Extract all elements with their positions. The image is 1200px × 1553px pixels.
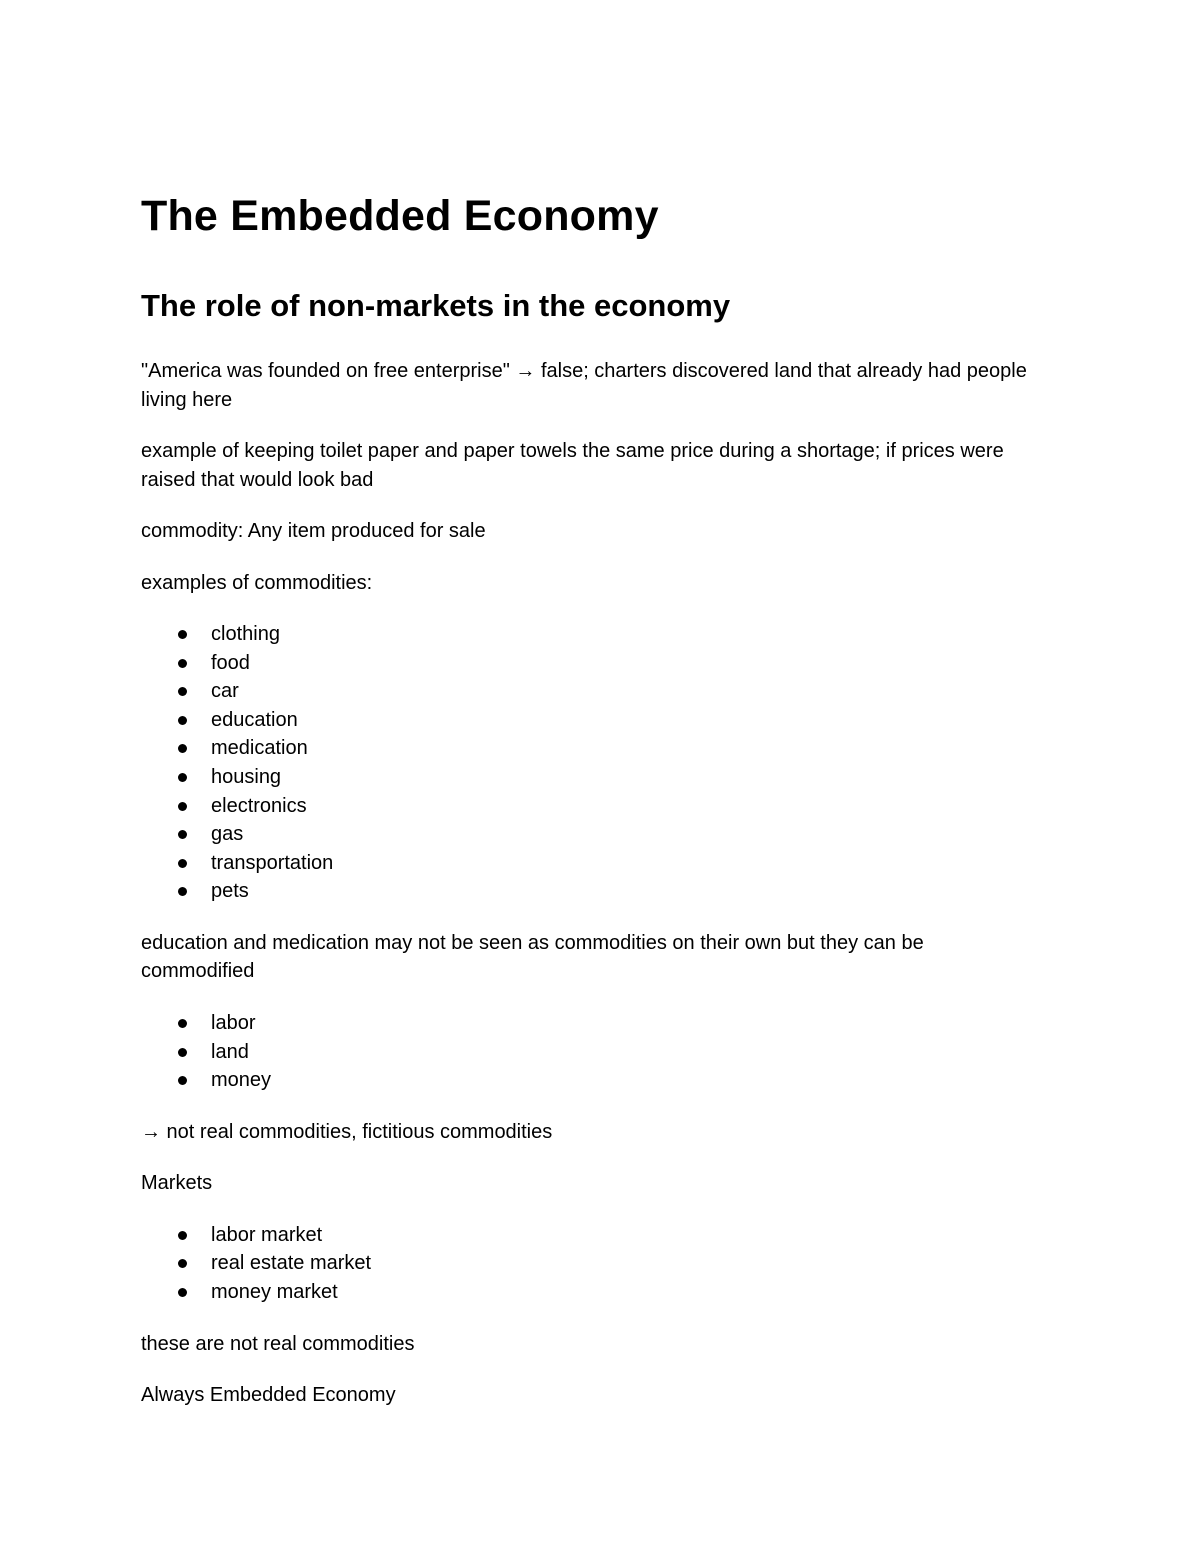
paragraph-not-real: these are not real commodities xyxy=(141,1332,415,1355)
paragraph-commodity-definition: commodity: Any item produced for sale xyxy=(141,520,486,542)
list-item-label: transportation xyxy=(211,851,334,874)
commodities-list xyxy=(141,620,1041,906)
list-item-label: money market xyxy=(211,1280,338,1303)
paragraph-commodified: education and medication may not be seen as commodities on their own but they can be commodified xyxy=(141,931,924,983)
list-item xyxy=(211,677,1041,706)
list-item-label: electronics xyxy=(211,794,307,817)
paragraph-free-enterprise: "America was founded on free enterprise" → false; charters discovered land that already had people living here xyxy=(141,360,1027,411)
list-item xyxy=(211,763,1041,792)
list-item xyxy=(211,1066,1041,1095)
list-item xyxy=(211,1221,1041,1250)
list-item-label: education xyxy=(211,708,298,731)
paragraph-markets-heading: Markets xyxy=(141,1172,213,1195)
bullet-icon xyxy=(178,1076,187,1085)
paragraph-fictitious: → not real commodities, fictitious commodities xyxy=(141,1120,553,1143)
list-item xyxy=(211,620,1041,649)
list-item-label: land xyxy=(211,1040,249,1063)
bullet-icon xyxy=(178,1288,187,1297)
list-item xyxy=(211,706,1041,735)
bullet-icon xyxy=(178,1231,187,1240)
list-item-label: labor market xyxy=(211,1223,323,1246)
list-item xyxy=(211,792,1041,821)
bullet-icon xyxy=(178,716,187,725)
list-item xyxy=(211,1278,1041,1307)
list-item-label: labor xyxy=(211,1011,256,1034)
list-item xyxy=(211,1249,1041,1278)
page-title: The Embedded Economy xyxy=(141,192,659,240)
list-item xyxy=(211,877,1041,906)
bullet-icon xyxy=(178,744,187,753)
bullet-icon xyxy=(178,659,187,668)
paragraph-examples-heading: examples of commodities: xyxy=(141,571,373,594)
bullet-icon xyxy=(178,1019,187,1028)
bullet-icon xyxy=(178,859,187,868)
bullet-icon xyxy=(178,1259,187,1268)
paragraph-toilet-paper-example: example of keeping toilet paper and paper towels the same price during a shortage; if prices were raised that would look bad xyxy=(141,440,1004,491)
list-item-label: housing xyxy=(211,765,282,788)
list-item xyxy=(211,649,1041,678)
list-item-label: clothing xyxy=(211,623,280,645)
fictitious-commodities-list xyxy=(141,1009,1041,1095)
list-item xyxy=(211,820,1041,849)
list-item xyxy=(211,734,1041,763)
list-item-label: food xyxy=(211,651,250,674)
list-item xyxy=(211,1009,1041,1038)
list-item-label: pets xyxy=(211,880,249,903)
bullet-icon xyxy=(178,773,187,782)
list-item-label: money xyxy=(211,1069,272,1092)
bullet-icon xyxy=(178,887,187,896)
list-item-label: medication xyxy=(211,737,308,760)
list-item xyxy=(211,849,1041,878)
bullet-icon xyxy=(178,630,187,639)
section-heading: The role of non-markets in the economy xyxy=(141,288,731,323)
bullet-icon xyxy=(178,1048,187,1057)
bullet-icon xyxy=(178,802,187,811)
list-item-label: real estate market xyxy=(211,1252,372,1275)
bullet-icon xyxy=(178,830,187,839)
document-page xyxy=(141,190,1041,1410)
bullet-icon xyxy=(178,687,187,696)
list-item-label: car xyxy=(211,680,239,703)
list-item-label: gas xyxy=(211,823,244,846)
paragraph-embedded-economy: Always Embedded Economy xyxy=(141,1384,396,1406)
list-item xyxy=(211,1038,1041,1067)
markets-list xyxy=(141,1221,1041,1307)
